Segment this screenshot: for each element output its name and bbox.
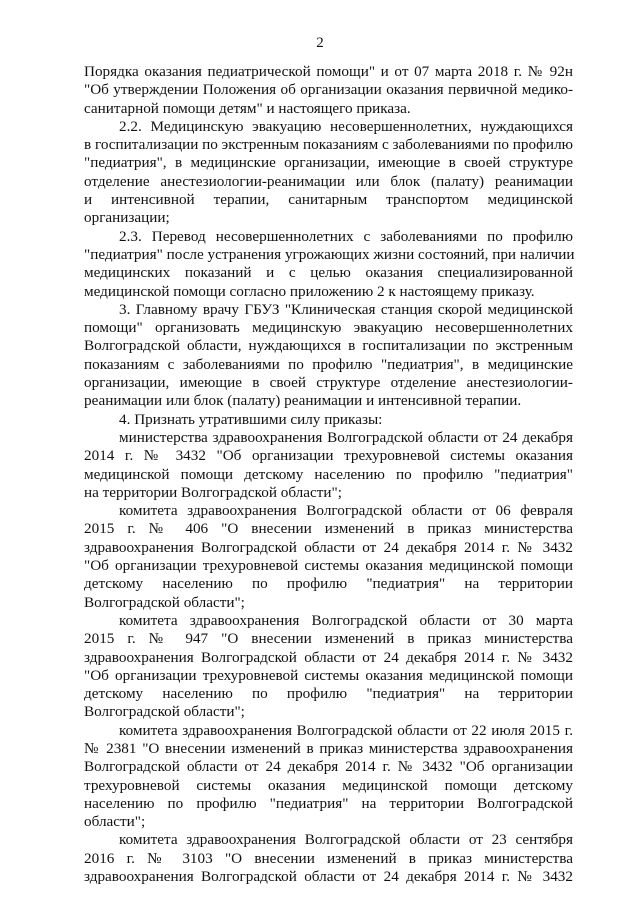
text-line: 2015 г. № 947 "О внесении изменений в приказ министерства xyxy=(84,630,573,648)
text-line: детскому населению по профилю "педиатрия" на территории xyxy=(84,685,573,703)
text-line: 2014 г. № 3432 "Об организации трехуровневой системы оказания xyxy=(84,447,573,465)
text-line: области"; xyxy=(84,813,146,831)
text-line: "педиатрия", в медицинские организации, имеющие в своей структуре xyxy=(84,154,573,172)
text-line: 4. Признать утратившими силу приказы: xyxy=(119,410,383,428)
text-line: населению по профилю "педиатрия" на территории Волгоградской xyxy=(84,794,573,812)
text-line: "Об организации трехуровневой системы оказания медицинской помощи xyxy=(84,666,573,684)
text-line: санитарной помощи детям" и настоящего приказа. xyxy=(84,99,411,117)
text-line: Волгоградской области"; xyxy=(84,593,245,611)
text-line: 2.2. Медицинскую эвакуацию несовершеннолетних, нуждающихся xyxy=(119,117,573,135)
text-line: организации; xyxy=(84,209,170,227)
text-line: организации, имеющие в своей структуре отделение анестезиологии- xyxy=(84,374,573,392)
text-line: 3. Главному врачу ГБУЗ "Клиническая станция скорой медицинской xyxy=(119,300,573,318)
text-line: детскому населению по профилю "педиатрия" на территории xyxy=(84,575,573,593)
text-line: трехуровневой системы оказания медицинской помощи детскому xyxy=(84,776,573,794)
text-line: Порядка оказания педиатрической помощи" и от 07 марта 2018 г. № 92н xyxy=(84,63,573,80)
text-line: в госпитализации по экстренным показаниям с заболеваниями по профилю xyxy=(84,136,573,154)
text-line: министерства здравоохранения Волгоградской области от 24 декабря xyxy=(119,428,573,446)
text-line: здравоохранения Волгоградской области от 24 декабря 2014 г. № 3432 xyxy=(84,538,573,556)
text-line: медицинских показаний и с целью оказания специализированной xyxy=(84,264,573,282)
text-line: отделение анестезиологии-реанимации или блок (палату) реанимации xyxy=(84,172,573,190)
text-line: реанимации или блок (палату) реанимации и интенсивной терапии. xyxy=(84,392,522,410)
text-line: комитета здравоохранения Волгоградской области от 06 февраля xyxy=(119,502,573,520)
text-line: и интенсивной терапии, санитарным транспортом медицинской xyxy=(84,191,573,209)
text-line: Волгоградской области от 24 декабря 2014 г. № 3432 "Об организации xyxy=(84,758,573,776)
document-body xyxy=(84,63,573,886)
text-line: № 2381 "О внесении изменений в приказ министерства здравоохранения xyxy=(84,739,573,757)
text-line: 2016 г. № 3103 "О внесении изменений в приказ министерства xyxy=(84,849,573,867)
text-line: здравоохранения Волгоградской области от 24 декабря 2014 г. № 3432 xyxy=(84,648,573,666)
text-line: помощи" организовать медицинскую эвакуацию несовершеннолетних xyxy=(84,319,573,337)
text-line: Волгоградской области"; xyxy=(84,703,245,721)
page-number: 2 xyxy=(316,35,324,51)
text-line: "Об организации трехуровневой системы оказания медицинской помощи xyxy=(84,557,573,575)
text-line: медицинской помощи согласно приложению 2 к настоящему приказу. xyxy=(84,282,535,300)
text-line: 2015 г. № 406 "О внесении изменений в приказ министерства xyxy=(84,520,573,538)
text-line: комитета здравоохранения Волгоградской области от 22 июля 2015 г. xyxy=(119,721,573,739)
text-line: медицинской помощи детскому населению по профилю "педиатрия" xyxy=(84,465,573,483)
text-line: показаниям с заболеваниями по профилю "педиатрия", в медицинские xyxy=(84,355,573,373)
text-line: здравоохранения Волгоградской области от 24 декабря 2014 г. № 3432 xyxy=(84,868,573,886)
text-line: комитета здравоохранения Волгоградской области от 30 марта xyxy=(119,611,573,629)
text-line: комитета здравоохранения Волгоградской области от 23 сентября xyxy=(119,831,573,849)
text-line: "педиатрия" после устранения угрожающих жизни состояний, при наличии xyxy=(84,245,575,263)
text-line: Волгоградской области, нуждающихся в госпитализации по экстренным xyxy=(84,337,573,355)
text-line: 2.3. Перевод несовершеннолетних с заболеваниями по профилю xyxy=(119,227,573,245)
text-line: "Об утверждении Положения об организации оказания первичной медико- xyxy=(84,81,573,99)
text-line: на территории Волгоградской области"; xyxy=(84,483,342,501)
